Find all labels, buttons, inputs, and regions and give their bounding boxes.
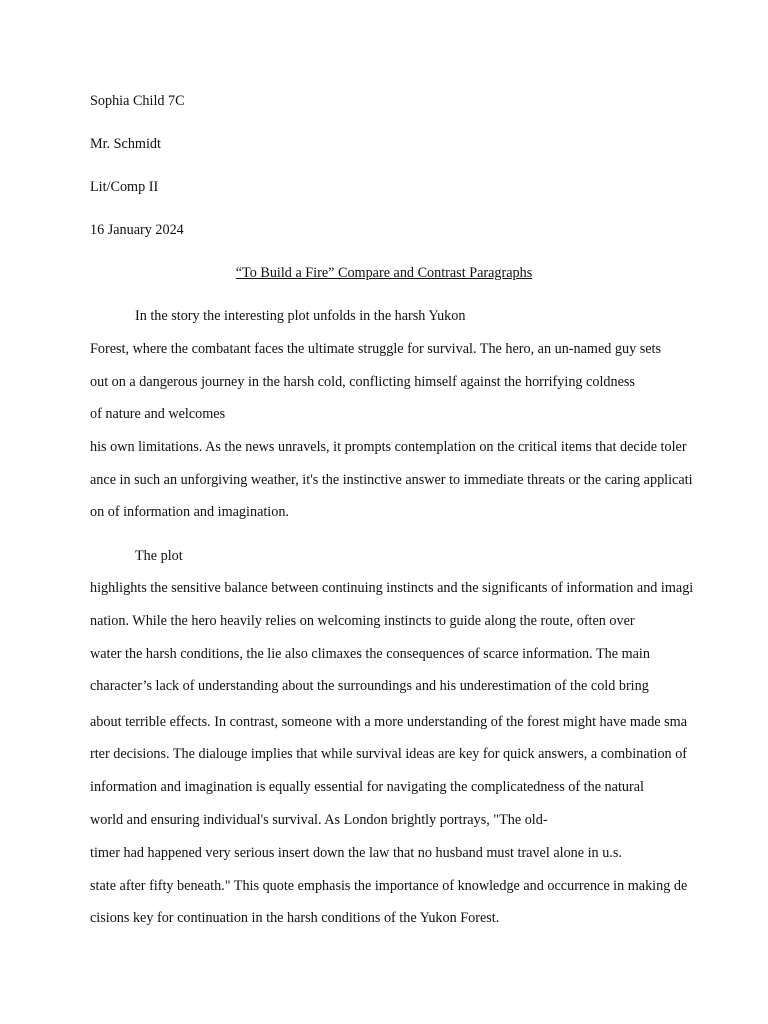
paragraph-line: world and ensuring individual's survival. As London brightly portrays, "The old- [90,812,548,828]
paragraph-line: character’s lack of understanding about the surroundings and his underestimation of the cold bring [90,678,649,694]
teacher-name: Mr. Schmidt [90,136,161,152]
paragraph-line: of nature and welcomes [90,406,226,422]
paragraph-line: nation. While the hero heavily relies on welcoming instincts to guide along the route, often over [90,613,635,629]
paragraph-line: his own limitations. As the news unravels, it prompts contemplation on the critical items that decide toler [90,439,687,455]
paragraph-line: Forest, where the combatant faces the ultimate struggle for survival. The hero, an un-named guy sets [90,341,662,357]
paragraph-line: ance in such an unforgiving weather, it's the instinctive answer to immediate threats or the caring applicati [90,472,693,488]
course-name: Lit/Comp II [90,179,159,195]
paragraph-line: The plot [135,548,183,564]
paragraph-line: out on a dangerous journey in the harsh cold, conflicting himself against the horrifying coldness [90,374,635,390]
paragraph-line: about terrible effects. In contrast, someone with a more understanding of the forest might have made sma [90,714,688,730]
paragraph-line: highlights the sensitive balance between continuing instincts and the significants of information and imagi [90,580,694,596]
document-title: “To Build a Fire” Compare and Contrast Paragraphs [235,265,533,281]
document-date: 16 January 2024 [90,222,184,238]
paragraph-line: state after fifty beneath." This quote emphasis the importance of knowledge and occurrence in making de [90,878,688,894]
paragraph-line: information and imagination is equally essential for navigating the complicatedness of the natural [90,779,644,795]
paragraph-line: cisions key for continuation in the harsh conditions of the Yukon Forest. [90,910,500,926]
paragraph-line: timer had happened very serious insert down the law that no husband must travel alone in u.s. [90,845,622,861]
paragraph-line: In the story the interesting plot unfolds in the harsh Yukon [135,308,466,324]
student-name-class: Sophia Child 7C [90,93,185,109]
paragraph-line: water the harsh conditions, the lie also climaxes the consequences of scarce information. The main [90,646,650,662]
paragraph-line: rter decisions. The dialouge implies that while survival ideas are key for quick answers, a combination of [90,746,688,762]
paragraph-line: on of information and imagination. [90,504,289,520]
